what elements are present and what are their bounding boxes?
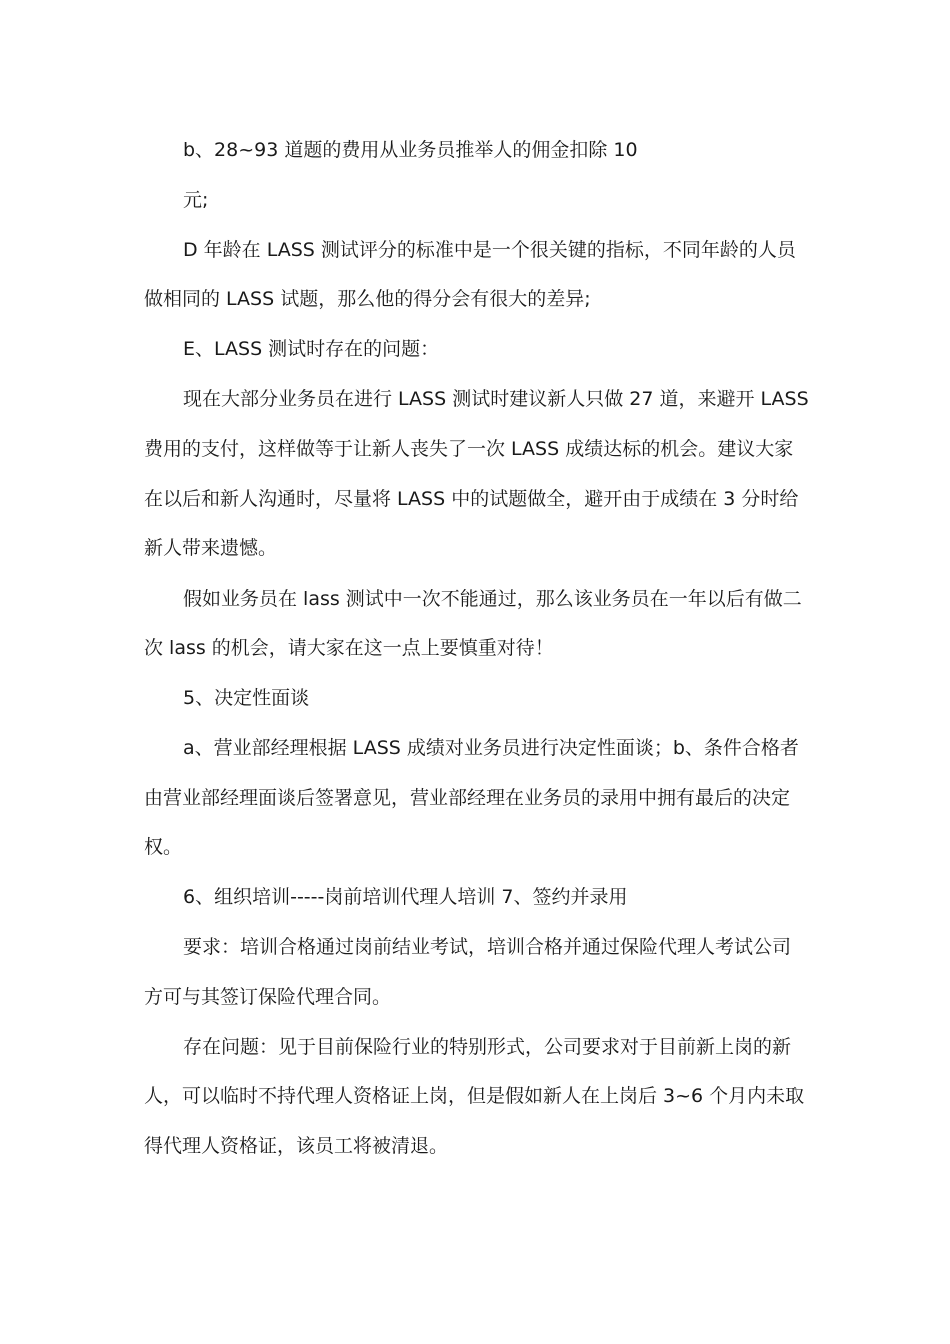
text-line: 费用的支付，这样做等于让新人丧失了一次 LASS 成绩达标的机会。建议大家 [144, 438, 794, 460]
text-line: 人，可以临时不持代理人资格证上岗，但是假如新人在上岗后 3~6 个月内未取 [144, 1085, 805, 1107]
text-line: 存在问题：见于目前保险行业的特别形式，公司要求对于目前新上岗的新 [183, 1036, 792, 1058]
text-line: a、营业部经理根据 LASS 成绩对业务员进行决定性面谈；b、条件合格者 [183, 737, 799, 759]
text-line: 假如业务员在 lass 测试中一次不能通过，那么该业务员在一年以后有做二 [183, 588, 802, 610]
text-line: E、LASS 测试时存在的问题： [183, 338, 440, 360]
text-line: 做相同的 LASS 试题，那么他的得分会有很大的差异; [144, 288, 591, 310]
text-line: 次 lass 的机会，请大家在这一点上要慎重对待！ [144, 637, 554, 659]
text-line: 由营业部经理面谈后签署意见，营业部经理在业务员的录用中拥有最后的决定 [144, 787, 791, 809]
text-line: 在以后和新人沟通时，尽量将 LASS 中的试题做全，避开由于成绩在 3 分时给 [144, 488, 799, 510]
text-line: 权。 [144, 836, 183, 858]
section-heading: 5、决定性面谈 [183, 687, 310, 709]
text-line: b、28~93 道题的费用从业务员推举人的佣金扣除 10 [183, 139, 638, 161]
text-line: D 年龄在 LASS 测试评分的标准中是一个很关键的指标，不同年龄的人员 [183, 239, 796, 261]
section-heading: 6、组织培训-----岗前培训代理人培训 7、签约并录用 [183, 886, 628, 908]
text-line: 元; [183, 189, 209, 211]
text-line: 现在大部分业务员在进行 LASS 测试时建议新人只做 27 道，来避开 LASS [183, 388, 809, 410]
text-line: 要求：培训合格通过岗前结业考试，培训合格并通过保险代理人考试公司 [183, 936, 792, 958]
text-line: 得代理人资格证，该员工将被清退。 [144, 1135, 449, 1157]
text-line: 方可与其签订保险代理合同。 [144, 986, 392, 1008]
text-line: 新人带来遗憾。 [144, 537, 278, 559]
